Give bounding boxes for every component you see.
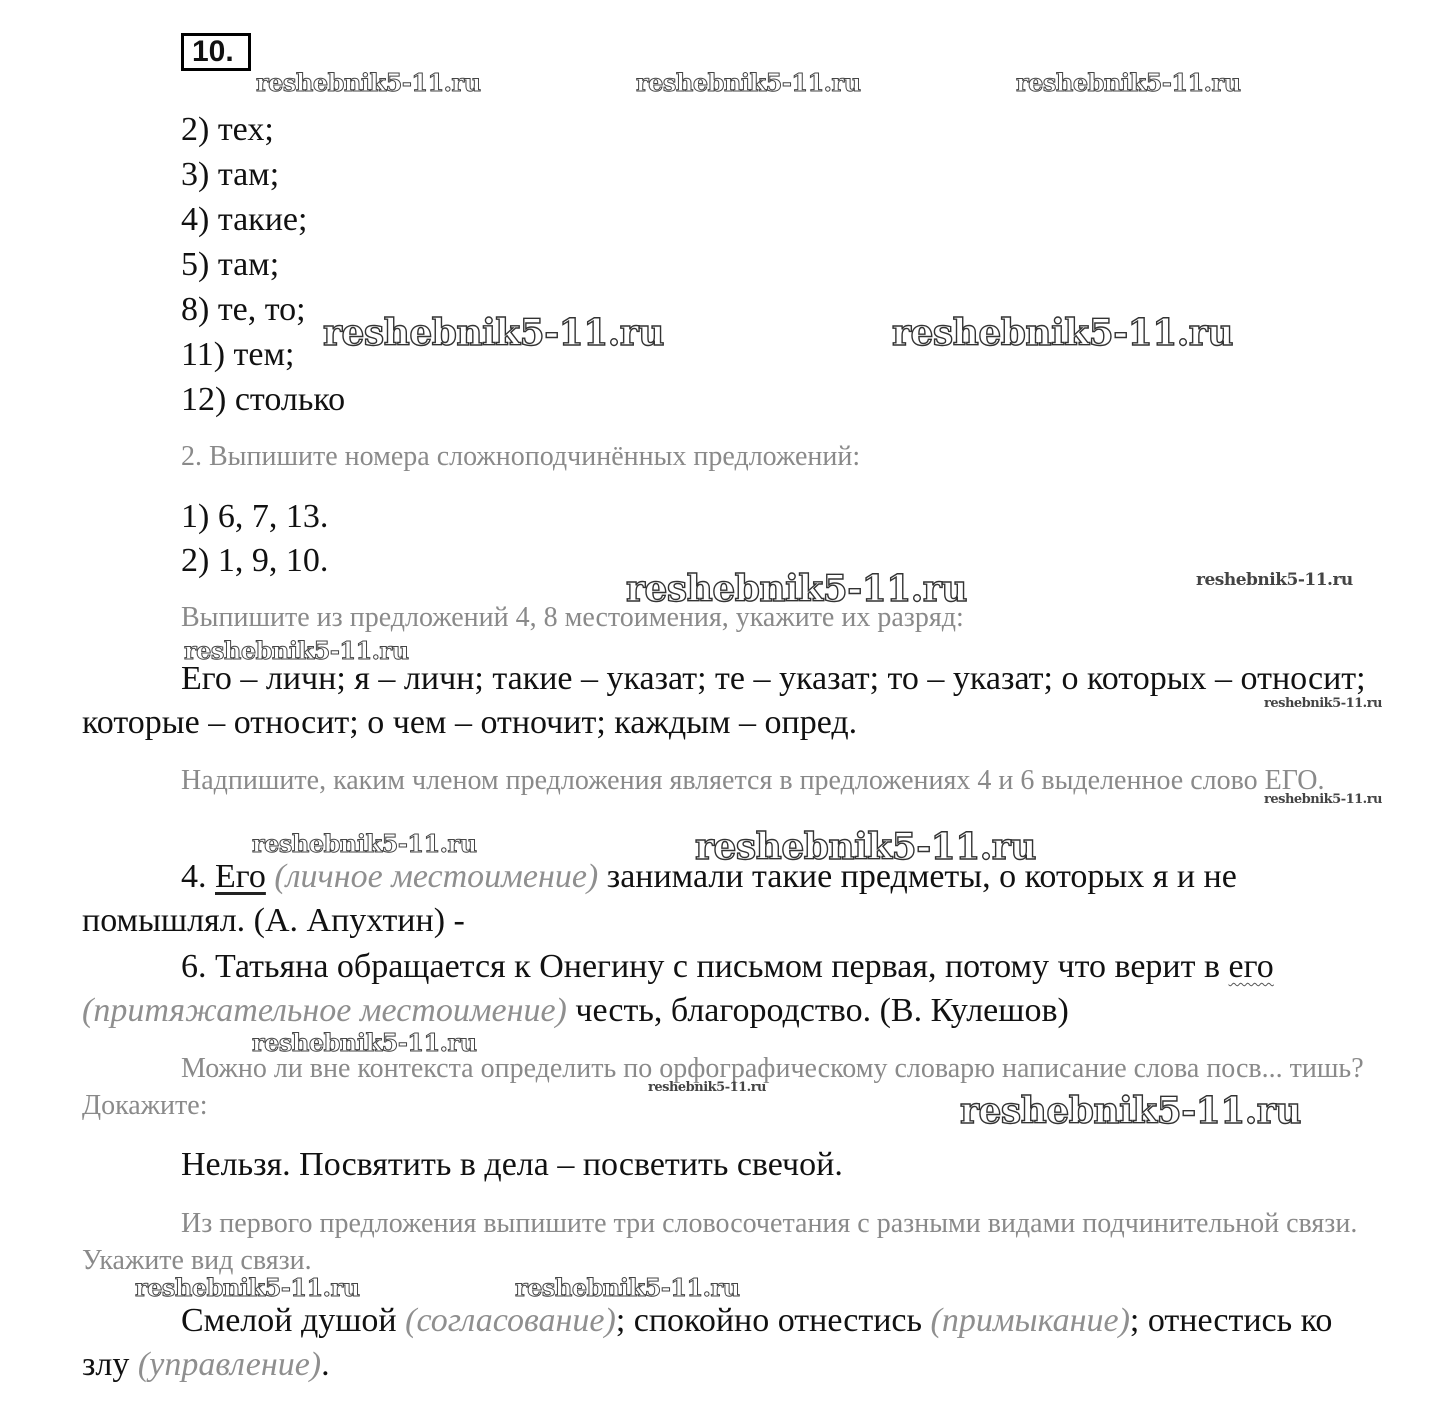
sentence-4 <box>82 855 1382 943</box>
question-3: Выпишите из предложений 4, 8 местоимения, укажите их разряд: <box>181 602 964 633</box>
answer-3: Его – личн; я – личн; такие – указат; те – указат; то – указат; о которых – относит; которые – относит; о чем – отночит; каждым – опред. <box>82 660 1366 741</box>
question-6: Из первого предложения выпишите три словосочетания с разными видами подчинительной связи. Укажите вид связи. <box>82 1208 1358 1276</box>
watermark: reshebnik5-11.ru <box>648 1080 767 1095</box>
watermark: reshebnik5-11.ru <box>1016 68 1241 97</box>
sentence-4-rest: занимали такие предметы, о которых я и не помышлял. (А. Апухтин) - <box>82 858 1237 939</box>
answer-line <box>181 200 307 240</box>
link-type-note: (примыкание) <box>930 1302 1130 1339</box>
answer-text: 3) там; <box>181 156 280 193</box>
link-type-note: (согласование) <box>405 1302 616 1339</box>
answer-6 <box>82 1299 1382 1387</box>
answer-line <box>181 155 279 195</box>
watermark: reshebnik5-11.ru <box>1264 696 1383 711</box>
phrase-text: ; отнестись ко злу <box>82 1302 1333 1383</box>
answer-text: 11) тем; <box>181 336 295 373</box>
answer-text: 5) там; <box>181 246 280 283</box>
question-4: Надпишите, каким членом предложения является в предложениях 4 и 6 выделенное слово ЕГО. <box>181 765 1325 796</box>
phrase-text: . <box>321 1346 330 1383</box>
word-role-note: (личное местоимение) <box>274 858 599 895</box>
watermark: reshebnik5-11.ru <box>1196 570 1353 590</box>
watermark: reshebnik5-11.ru <box>135 1273 360 1302</box>
answer-text: 12) столько <box>181 381 346 418</box>
sentence-6 <box>82 945 1382 1033</box>
question-2: 2. Выпишите номера сложноподчинённых предложений: <box>181 441 861 472</box>
answer-text: 4) такие; <box>181 201 308 238</box>
watermark: reshebnik5-11.ru <box>626 568 967 610</box>
watermark: reshebnik5-11.ru <box>695 826 1036 868</box>
phrase-text: ; спокойно отнестись <box>615 1302 931 1339</box>
watermark: reshebnik5-11.ru <box>184 636 409 665</box>
watermark: reshebnik5-11.ru <box>252 1028 477 1057</box>
question-5: Можно ли вне контекста определить по орфографическому словарю написание слова посв... тишь? Докажите: <box>82 1053 1364 1121</box>
answer-text: 2) тех; <box>181 111 274 148</box>
answer-line <box>181 335 294 375</box>
answer-line <box>181 380 345 420</box>
sentence-6-rest: честь, благородство. (В. Кулешов) <box>566 992 1069 1029</box>
phrase-text: Смелой душой <box>181 1302 406 1339</box>
watermark: reshebnik5-11.ru <box>256 68 481 97</box>
watermark: reshebnik5-11.ru <box>636 68 861 97</box>
answer-5: Нельзя. Посвятить в дела – посветить свечой. <box>181 1146 843 1183</box>
watermark: reshebnik5-11.ru <box>960 1090 1301 1132</box>
watermark: reshebnik5-11.ru <box>892 312 1233 354</box>
answer-line: 2) 1, 9, 10. <box>181 542 329 579</box>
answer-line <box>181 245 279 285</box>
answer-line: 1) 6, 7, 13. <box>181 498 329 535</box>
link-type-note: (управление) <box>137 1346 322 1383</box>
sentence-6-prefix: 6. Татьяна обращается к Онегину с письмом первая, потому что верит в <box>181 948 1229 985</box>
answer-line <box>181 110 274 150</box>
highlighted-word: Его <box>215 858 266 895</box>
watermark: reshebnik5-11.ru <box>1264 792 1383 807</box>
watermark: reshebnik5-11.ru <box>252 829 477 858</box>
watermark: reshebnik5-11.ru <box>515 1273 740 1302</box>
word-role-note: (притяжательное местоимение) <box>82 992 567 1029</box>
task-number: 10. <box>181 33 251 71</box>
watermark: reshebnik5-11.ru <box>323 312 664 354</box>
highlighted-word: его <box>1228 948 1274 985</box>
sentence-4-prefix: 4. <box>181 858 215 895</box>
answer-text: 8) те, то; <box>181 291 306 328</box>
answer-line <box>181 290 306 330</box>
